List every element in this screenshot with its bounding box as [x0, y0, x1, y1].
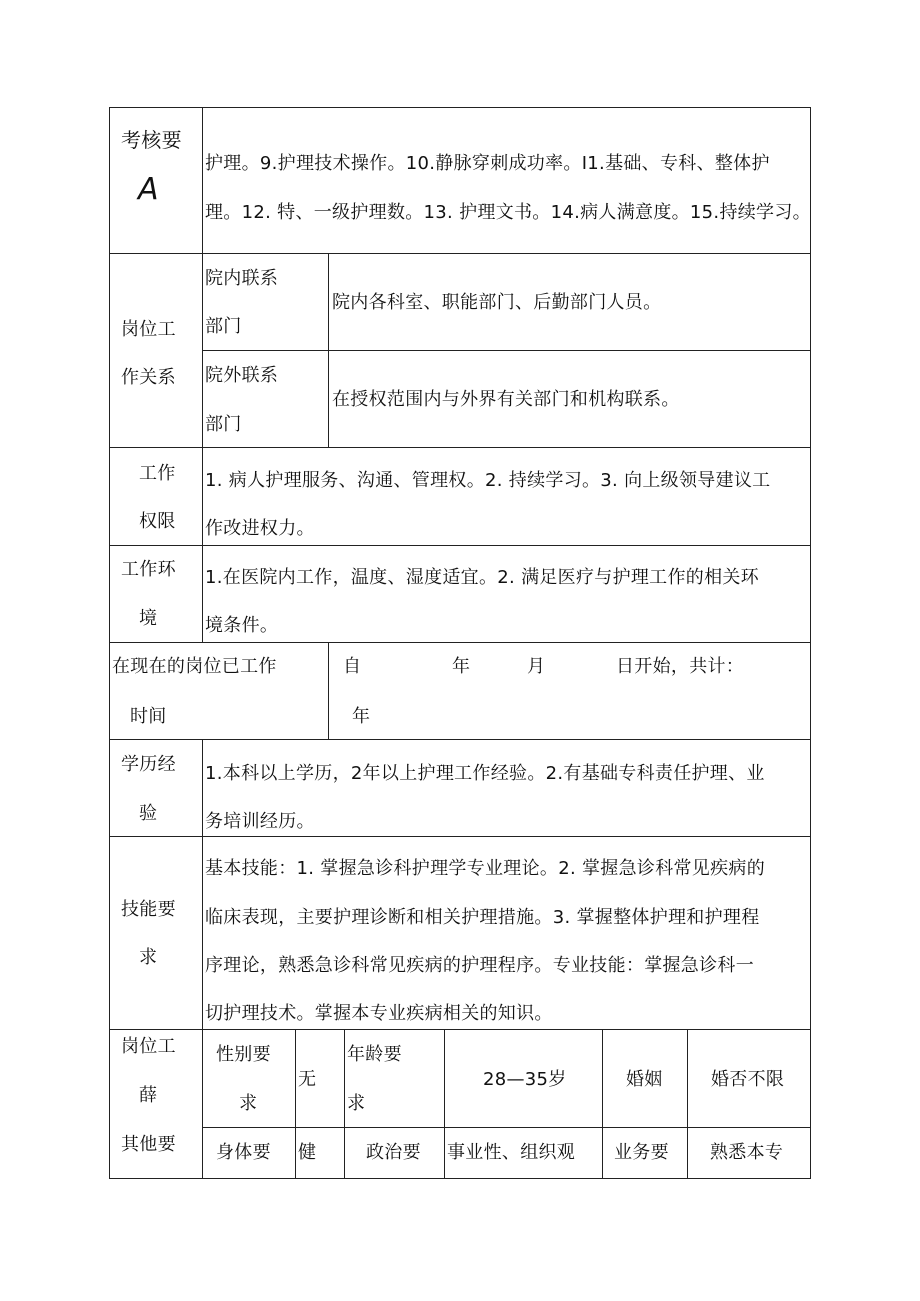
age-label-line2: 求	[347, 1093, 366, 1114]
environment-content-line1: 1.在医院内工作，温度、湿度适宜。2. 满足医疗与护理工作的相关环	[205, 567, 759, 588]
business-label: 业务要	[614, 1142, 669, 1163]
relations-sub-divider	[328, 253, 329, 447]
skills-label-line1: 技能要	[121, 899, 176, 920]
relations-label-line2: 作关系	[121, 367, 176, 388]
rule-top	[109, 107, 811, 108]
politics-value: 事业性、组织观	[447, 1142, 576, 1163]
education-label-line1: 学历经	[121, 754, 176, 775]
gender-label-line1: 性别要	[216, 1044, 271, 1065]
internal-contact-label-line2: 部门	[205, 316, 242, 337]
other-label-line2: 薛	[139, 1085, 158, 1106]
skills-content-line3: 序理论，熟悉急诊科常见疾病的护理程序。专业技能：掌握急诊科一	[205, 955, 754, 976]
rule-8	[109, 1029, 811, 1030]
label-column-divider-a	[202, 107, 203, 642]
rule-4	[109, 545, 811, 546]
tenure-year: 年	[452, 656, 471, 677]
other-label-line3: 其他要	[121, 1134, 176, 1155]
age-label-line1: 年龄要	[347, 1044, 402, 1065]
other-divider-1	[295, 1029, 296, 1179]
tenure-divider	[328, 642, 329, 739]
assessment-content-line2: 理。12. 特、一级护理数。13. 护理文书。14.病人满意度。15.持续学习。	[205, 202, 811, 223]
assessment-label-a: A	[138, 172, 159, 207]
external-contact-label-line1: 院外联系	[205, 365, 279, 386]
authority-label-line2: 权限	[139, 511, 176, 532]
authority-label-line1: 工作	[139, 463, 176, 484]
other-divider-4	[602, 1029, 603, 1179]
body-label: 身体要	[216, 1142, 271, 1163]
assessment-content-line1: 护理。9.护理技术操作。10.静脉穿刺成功率。I1.基础、专科、整体护	[205, 153, 770, 174]
environment-label-line1: 工作环	[121, 559, 176, 580]
other-label-line1: 岗位工	[121, 1036, 176, 1057]
environment-content-line2: 境条件。	[205, 615, 279, 636]
rule-5	[109, 642, 811, 643]
external-contact-label-line2: 部门	[205, 414, 242, 435]
rule-2	[202, 350, 811, 351]
tenure-from: 自	[343, 656, 362, 677]
education-content-line1: 1.本科以上学历，2年以上护理工作经验。2.有基础专科责任护理、业	[205, 763, 765, 784]
politics-label: 政治要	[366, 1142, 421, 1163]
internal-contact-label-line1: 院内联系	[205, 268, 279, 289]
other-divider-5	[687, 1029, 688, 1179]
rule-3	[109, 447, 811, 448]
tenure-month: 月	[527, 656, 546, 677]
skills-label-line2: 求	[139, 947, 158, 968]
assessment-label: 考核要	[121, 128, 182, 152]
tenure-day-start-total: 日开始，共计：	[616, 656, 745, 677]
other-divider-3	[444, 1029, 445, 1179]
gender-label-line2: 求	[239, 1093, 258, 1114]
age-value: 28—35岁	[483, 1069, 567, 1090]
rule-1	[109, 253, 811, 254]
rule-9	[202, 1127, 811, 1128]
other-divider-2	[344, 1029, 345, 1179]
rule-bottom	[109, 1178, 811, 1179]
tenure-year-total: 年	[352, 706, 371, 727]
label-column-divider-b	[202, 739, 203, 1179]
skills-content-line2: 临床表现，主要护理诊断和相关护理措施。3. 掌握整体护理和护理程	[205, 907, 760, 928]
body-value: 健	[298, 1142, 317, 1163]
border-left	[109, 107, 110, 1179]
business-value: 熟悉本专	[710, 1142, 784, 1163]
authority-content-line2: 作改进权力。	[205, 518, 315, 539]
tenure-label-line1: 在现在的岗位已工作	[112, 656, 277, 677]
gender-value: 无	[298, 1069, 317, 1090]
authority-content-line1: 1. 病人护理服务、沟通、管理权。2. 持续学习。3. 向上级领导建议工	[205, 470, 771, 491]
border-right	[810, 107, 811, 1179]
education-content-line2: 务培训经历。	[205, 811, 315, 832]
tenure-label-line2: 时间	[130, 706, 167, 727]
education-label-line2: 验	[139, 803, 158, 824]
skills-content-line1: 基本技能：1. 掌握急诊科护理学专业理论。2. 掌握急诊科常见疾病的	[205, 858, 765, 879]
internal-contact-value: 院内各科室、职能部门、后勤部门人员。	[332, 292, 662, 313]
marriage-label: 婚姻	[626, 1069, 663, 1090]
environment-label-line2: 境	[139, 608, 158, 629]
relations-label-line1: 岗位工	[121, 319, 176, 340]
rule-7	[109, 836, 811, 837]
external-contact-value: 在授权范围内与外界有关部门和机构联系。	[332, 389, 680, 410]
rule-6	[109, 739, 811, 740]
skills-content-line4: 切护理技术。掌握本专业疾病相关的知识。	[205, 1003, 553, 1024]
marriage-value: 婚否不限	[711, 1069, 785, 1090]
